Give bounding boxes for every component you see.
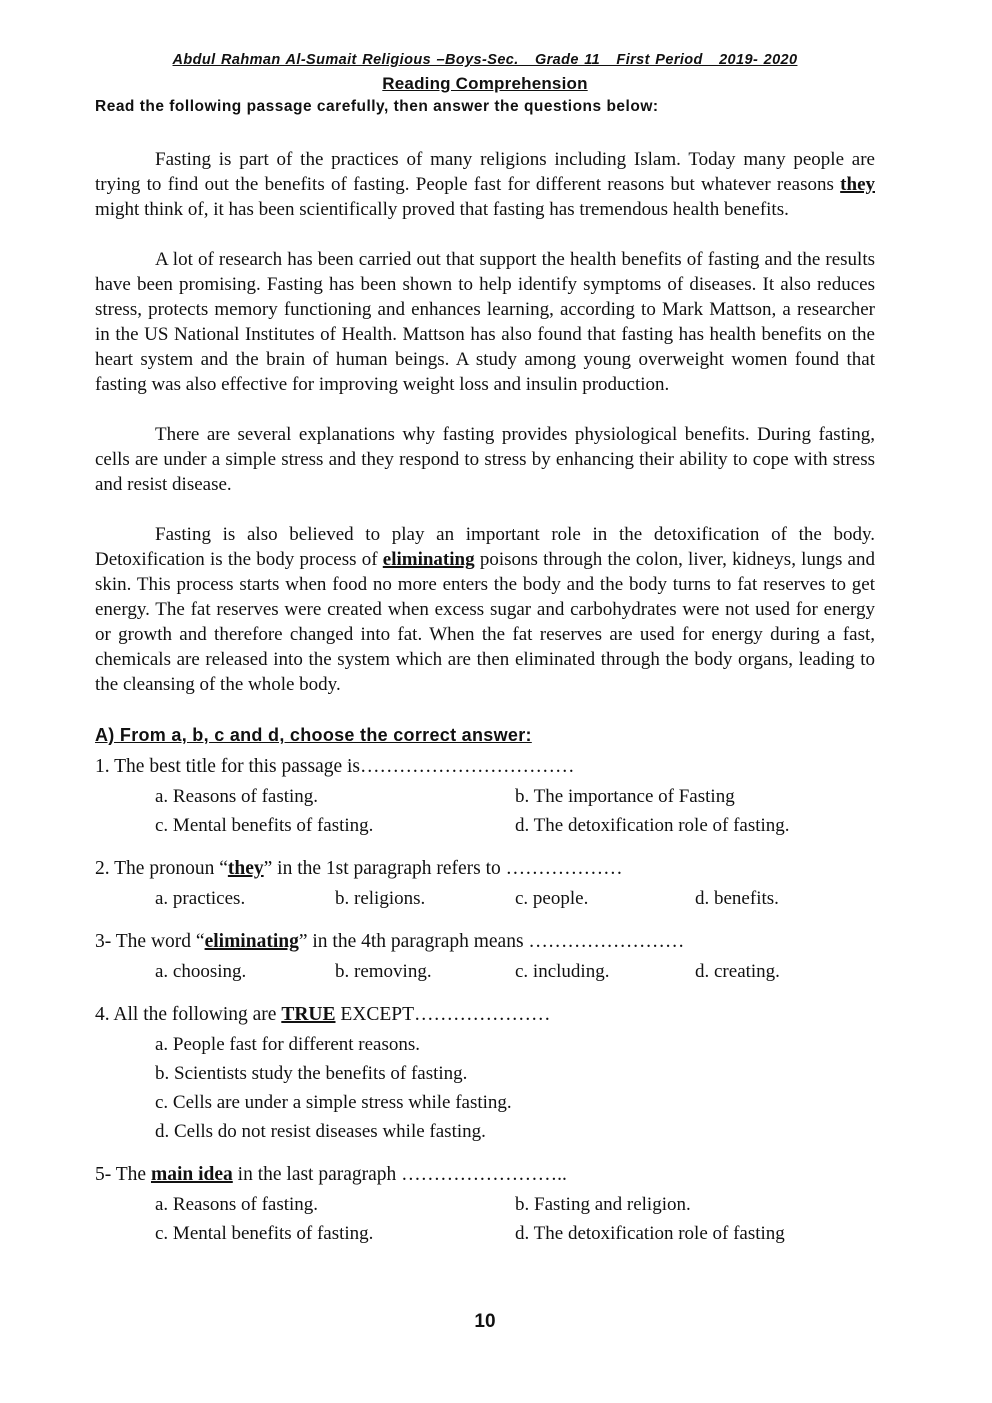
- option-b[interactable]: b. religions.: [335, 888, 426, 909]
- answer-options: [155, 884, 875, 913]
- emphasized-word-eliminating: eliminating: [382, 549, 475, 570]
- option-c[interactable]: c. Cells are under a simple stress while fasting.: [155, 1092, 512, 1113]
- school-header: Abdul Rahman Al-Sumait Religious –Boys-Sec. Grade 11 First Period 2019- 2020: [172, 52, 798, 68]
- answer-options: [155, 1190, 875, 1248]
- emphasized-word: eliminating: [204, 931, 299, 952]
- paragraph-text: might think of, it has been scientifically proved that fasting has tremendous health benefits.: [95, 199, 789, 220]
- question-1: [95, 752, 875, 840]
- paragraph-text: Fasting is also believed to play an important role in the detoxification of the body. Detoxification is the body process of: [95, 524, 875, 570]
- question-5: [95, 1160, 875, 1248]
- option-a[interactable]: a. People fast for different reasons.: [155, 1034, 421, 1055]
- option-b[interactable]: b. Fasting and religion.: [515, 1194, 691, 1215]
- question-prompt: 2. The pronoun “: [95, 858, 228, 879]
- page-title: Reading Comprehension: [382, 74, 588, 93]
- option-d[interactable]: d. Cells do not resist diseases while fasting.: [155, 1121, 486, 1142]
- option-b[interactable]: b. Scientists study the benefits of fasting.: [155, 1063, 468, 1084]
- question-prompt: 4. All the following are: [95, 1004, 282, 1025]
- option-c[interactable]: c. people.: [515, 888, 589, 909]
- option-a[interactable]: a. choosing.: [155, 961, 247, 982]
- option-a[interactable]: a. Reasons of fasting.: [155, 786, 319, 807]
- question-prompt: 1. The best title for this passage is……………………………: [95, 756, 575, 777]
- option-c[interactable]: c. Mental benefits of fasting.: [155, 815, 374, 836]
- option-d[interactable]: d. benefits.: [695, 888, 779, 909]
- page-number: 10: [474, 1311, 496, 1332]
- section-a-heading: A) From a, b, c and d, choose the correct answer:: [95, 725, 532, 745]
- passage-paragraph-2: A lot of research has been carried out that support the health benefits of fasting and the results have been promising. Fasting has been shown to help identify symptoms of diseases. It also reduces stress, protects memory functioning and enhances learning, according to Mark Mattson, a researcher in the US National Institutes of Health. Mattson has also found that fasting has health benefits on the heart system and the brain of human beings. A study among young overweight women found that fasting was also effective for improving weight loss and insulin production.: [95, 249, 875, 395]
- question-text: [95, 1000, 875, 1030]
- option-d[interactable]: d. The detoxification role of fasting: [515, 1223, 785, 1244]
- option-c[interactable]: c. including.: [515, 961, 610, 982]
- option-d[interactable]: d. The detoxification role of fasting.: [515, 815, 790, 836]
- answer-options: [155, 782, 875, 840]
- paragraph-text: Fasting is part of the practices of many religions including Islam. Today many people are trying to find out the benefits of fasting. People fast for different reasons but whatever reasons: [95, 149, 875, 195]
- emphasized-word: they: [227, 858, 264, 879]
- question-4: [95, 1000, 875, 1146]
- question-prompt: EXCEPT…………………: [335, 1004, 551, 1025]
- reading-passage: [95, 147, 875, 697]
- question-2: [95, 854, 875, 913]
- option-b[interactable]: b. removing.: [335, 961, 432, 982]
- option-a[interactable]: a. practices.: [155, 888, 246, 909]
- emphasized-word: main idea: [150, 1164, 233, 1185]
- question-prompt: in the last paragraph ……………………..: [232, 1164, 567, 1185]
- worksheet-page: [95, 50, 875, 1248]
- option-a[interactable]: a. Reasons of fasting.: [155, 1194, 319, 1215]
- question-prompt: ” in the 1st paragraph refers to ………………: [263, 858, 623, 879]
- question-prompt: ” in the 4th paragraph means ……………………: [298, 931, 685, 952]
- option-d[interactable]: d. creating.: [695, 961, 780, 982]
- passage-paragraph-4: [95, 522, 875, 697]
- question-text: [95, 927, 875, 957]
- question-prompt: 3- The word “: [95, 931, 205, 952]
- question-text: [95, 1160, 875, 1190]
- instructions: Read the following passage carefully, then answer the questions below:: [95, 98, 659, 115]
- passage-paragraph-1: [95, 147, 875, 222]
- question-text: [95, 752, 875, 782]
- question-3: [95, 927, 875, 986]
- emphasized-word: TRUE: [281, 1004, 336, 1025]
- answer-options: [155, 957, 875, 986]
- question-text: [95, 854, 875, 884]
- option-c[interactable]: c. Mental benefits of fasting.: [155, 1223, 374, 1244]
- option-b[interactable]: b. The importance of Fasting: [515, 786, 735, 807]
- passage-paragraph-3: There are several explanations why fasting provides physiological benefits. During fasting, cells are under a simple stress and they respond to stress by enhancing their ability to cope with stress and resist disease.: [95, 424, 875, 495]
- paragraph-text: poisons through the colon, liver, kidneys, lungs and skin. This process starts when food no more enters the body and the body turns to fat reserves to get energy. The fat reserves were created when excess sugar and carbohydrates were not used for energy or growth and therefore changed into fat. When the fat reserves are used for energy during a fast, chemicals are released into the system which are then eliminated through the body organs, leading to the cleansing of the whole body.: [95, 549, 875, 695]
- emphasized-word-they: they: [840, 174, 875, 195]
- answer-options: [155, 1030, 875, 1146]
- question-prompt: 5- The: [95, 1164, 151, 1185]
